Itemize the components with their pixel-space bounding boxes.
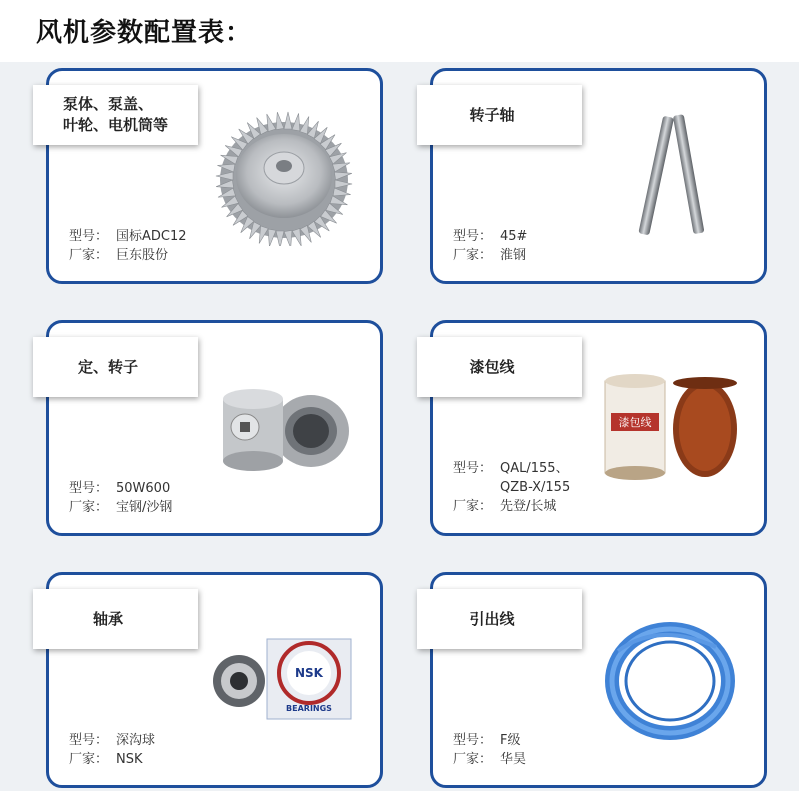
- card-label-tag: [33, 337, 198, 397]
- bearing-brand-text: NSK: [295, 666, 323, 680]
- model-label: 型号：: [453, 461, 493, 476]
- card-label-tag: [33, 85, 198, 145]
- maker-label: 厂家：: [453, 499, 493, 514]
- model-label: 型号：: [69, 733, 109, 748]
- model-label: 型号：: [453, 229, 493, 244]
- model-value: 50W600: [116, 481, 171, 496]
- card-stator-rotor: [46, 320, 383, 536]
- card-label-tag: [417, 589, 582, 649]
- maker-value: NSK: [116, 752, 143, 767]
- impeller-photo: [214, 106, 354, 246]
- model-value-2: QZB-X/155: [500, 480, 571, 495]
- page-title: 风机参数配置表：: [36, 18, 253, 48]
- maker-value: 华昊: [500, 752, 527, 767]
- model-value: 45#: [500, 229, 528, 244]
- spec-block: [69, 479, 172, 517]
- spec-block: [69, 227, 187, 265]
- maker-label: 厂家：: [69, 752, 109, 767]
- card-bearing: [46, 572, 383, 788]
- maker-value: 巨东股份: [116, 248, 169, 263]
- card-label-tag: [417, 85, 582, 145]
- impeller-blade: [284, 112, 292, 129]
- card-title: 转子轴: [469, 105, 515, 124]
- maker-label: 厂家：: [69, 248, 109, 263]
- content-panel: [0, 62, 799, 791]
- card-title: 引出线: [469, 609, 515, 628]
- maker-label: 厂家：: [453, 248, 493, 263]
- model-value: QAL/155、: [500, 461, 569, 476]
- card-lead-wire: [430, 572, 767, 788]
- card-title: 漆包线: [469, 357, 515, 376]
- spec-block: [69, 731, 155, 769]
- impeller-blade: [276, 231, 284, 246]
- model-label: 型号：: [453, 733, 493, 748]
- maker-value: 先登/长城: [500, 499, 557, 514]
- shaft-rods-photo: [598, 104, 743, 249]
- wire-box-label: 漆包线: [618, 416, 652, 429]
- stator-rotor-photo: [209, 359, 357, 499]
- model-label: 型号：: [69, 229, 109, 244]
- card-label-tag: [33, 589, 198, 649]
- model-value: 国标ADC12: [116, 229, 187, 244]
- spec-block: [453, 459, 570, 516]
- maker-value: 宝钢/沙钢: [116, 500, 173, 515]
- lead-wire-coil-photo: [598, 611, 743, 751]
- card-title: 轴承: [92, 609, 123, 628]
- spec-block: [453, 227, 527, 265]
- bearing-photo: [209, 611, 359, 751]
- model-value: 深沟球: [116, 733, 156, 748]
- bearing-word-text: BEARINGS: [286, 704, 332, 713]
- maker-label: 厂家：: [453, 752, 493, 767]
- enamel-wire-photo: [593, 359, 743, 499]
- maker-value: 淮钢: [500, 248, 527, 263]
- card-label-tag: [417, 337, 582, 397]
- card-enamel-wire: [430, 320, 767, 536]
- card-pump-body: [46, 68, 383, 284]
- spec-block: [453, 731, 526, 769]
- card-title: 泵体、泵盖、 叶轮、电机筒等: [63, 95, 169, 134]
- model-value: F级: [500, 733, 521, 748]
- card-rotor-shaft: [430, 68, 767, 284]
- model-label: 型号：: [69, 481, 109, 496]
- maker-label: 厂家：: [69, 500, 109, 515]
- card-title: 定、转子: [77, 357, 138, 376]
